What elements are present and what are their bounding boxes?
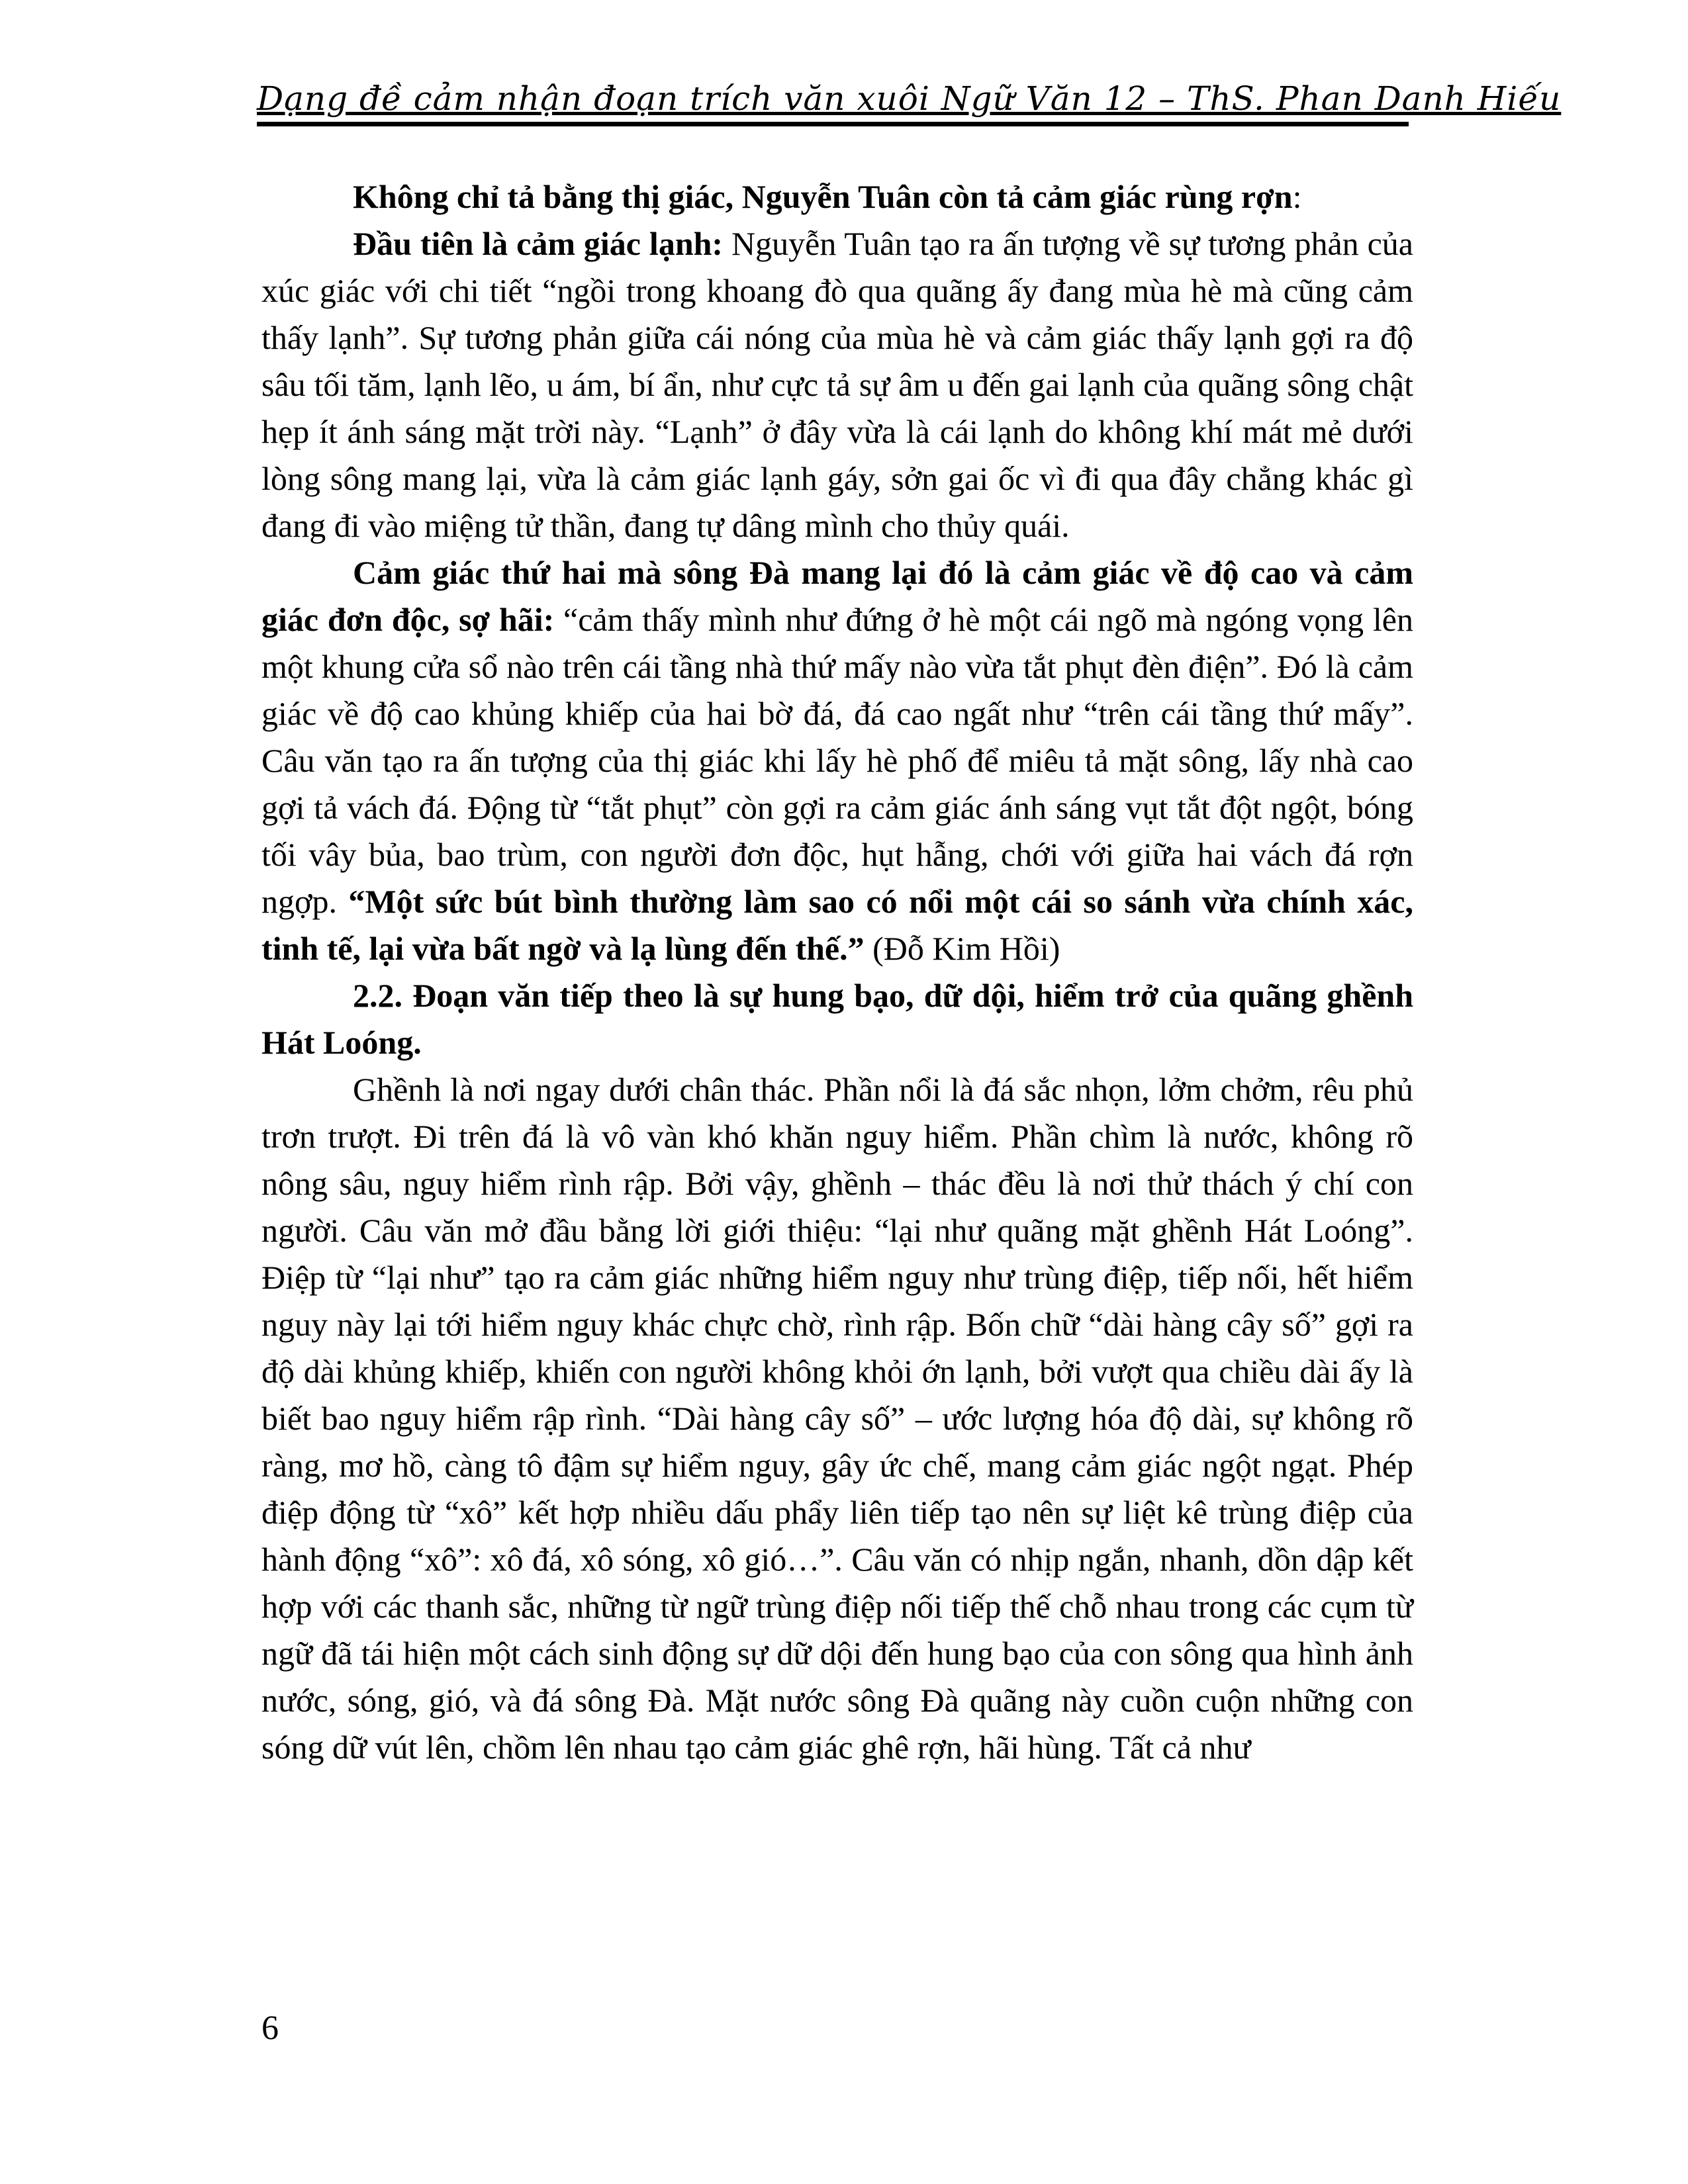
bold-text-run: 2.2. Đoạn văn tiếp theo là sự hung bạo, dữ dội, hiểm trở của quãng ghềnh Hát Loóng.	[261, 977, 1413, 1061]
bold-text-run: Đầu tiên là cảm giác lạnh:	[353, 225, 732, 262]
page-number: 6	[261, 2009, 279, 2047]
text-run: “cảm thấy mình như đứng ở hè một cái ngõ mà ngóng vọng lên một khung cửa sổ nào trên cái tầng nhà thứ mấy nào vừa tắt phụt đèn điện”. Đó là cảm giác về độ cao khủng khiếp của hai bờ đá, đá cao ngất như “trên cái tầng thứ mấy”. Câu văn tạo ra ấn tượng của thị giác khi lấy hè phố để miêu tả mặt sông, lấy nhà cao gợi tả vách đá. Động từ “tắt phụt” còn gợi ra cảm giác ánh sáng vụt tắt đột ngột, bóng tối vây bủa, bao trùm, con người đơn độc, hụt hẫng, chới với giữa hai vách đá rợn ngợp.	[261, 601, 1413, 920]
bold-text-run: “Một sức bút bình thường làm sao có nổi một cái so sánh vừa chính xác, tinh tế, lại vừa bất ngờ và lạ lùng đến thế.”	[261, 883, 1413, 967]
text-run: (Đỗ Kim Hồi)	[864, 930, 1060, 967]
page-header-title: Dạng đề cảm nhận đoạn trích văn xuôi Ngữ Văn 12 – ThS. Phan Danh Hiếu	[257, 79, 1562, 118]
text-run: Ghềnh là nơi ngay dưới chân thác. Phần nổi là đá sắc nhọn, lởm chởm, rêu phủ trơn trượt. Đi trên đá là vô vàn khó khăn nguy hiểm. Phần chìm là nước, không rõ nông sâu, nguy hiểm rình rập. Bởi vậy, ghềnh – thác đều là nơi thử thách ý chí con người. Câu văn mở đầu bằng lời giới thiệu: “lại như quãng mặt ghềnh Hát Loóng”. Điệp từ “lại như” tạo ra cảm giác những hiểm nguy như trùng điệp, tiếp nối, hết hiểm nguy này lại tới hiểm nguy khác chực chờ, rình rập. Bốn chữ “dài hàng cây số” gợi ra độ dài khủng khiếp, khiến con người không khỏi ớn lạnh, bởi vượt qua chiều dài ấy là biết bao nguy hiểm rập rình. “Dài hàng cây số” – ước lượng hóa độ dài, sự không rõ ràng, mơ hồ, càng tô đậm sự hiểm nguy, gây ức chế, mang cảm giác ngột ngạt. Phép điệp động từ “xô” kết hợp nhiều dấu phẩy liên tiếp tạo nên sự liệt kê trùng điệp của hành động “xô”: xô đá, xô sóng, xô gió…”. Câu văn có nhịp ngắn, nhanh, dồn dập kết hợp với các thanh sắc, những từ ngữ trùng điệp nối tiếp thế chỗ nhau trong các cụm từ ngữ đã tái hiện một cách sinh động sự dữ dội đến hung bạo của con sông qua hình ảnh nước, sóng, gió, và đá sông Đà. Mặt nước sông Đà quãng này cuồn cuộn những con sóng dữ vút lên, chồm lên nhau tạo cảm giác ghê rợn, hãi hùng. Tất cả như	[261, 1071, 1413, 1766]
page-header	[257, 79, 1562, 126]
paragraph	[261, 972, 1413, 1066]
paragraph	[261, 173, 1413, 220]
bold-text-run: Cảm giác thứ hai mà sông Đà mang lại đó là cảm giác về độ cao và cảm giác đơn độc, sợ hãi:	[261, 554, 1413, 638]
paragraph	[261, 549, 1413, 972]
paragraph	[261, 1066, 1413, 1771]
text-run: :	[1292, 178, 1302, 215]
bold-text-run: Không chỉ tả bằng thị giác, Nguyễn Tuân còn tả cảm giác rùng rợn	[353, 178, 1293, 215]
paragraph	[261, 220, 1413, 549]
text-run: Nguyễn Tuân tạo ra ấn tượng về sự tương phản của xúc giác với chi tiết “ngồi trong khoang đò qua quãng ấy đang mùa hè mà cũng cảm thấy lạnh”. Sự tương phản giữa cái nóng của mùa hè và cảm giác thấy lạnh gợi ra độ sâu tối tăm, lạnh lẽo, u ám, bí ẩn, như cực tả sự âm u đến gai lạnh của quãng sông chật hẹp ít ánh sáng mặt trời này. “Lạnh” ở đây vừa là cái lạnh do không khí mát mẻ dưới lòng sông mang lại, vừa là cảm giác lạnh gáy, sởn gai ốc vì đi qua đây chẳng khác gì đang đi vào miệng tử thần, đang tự dâng mình cho thủy quái.	[261, 225, 1413, 544]
body-text	[261, 173, 1413, 1771]
